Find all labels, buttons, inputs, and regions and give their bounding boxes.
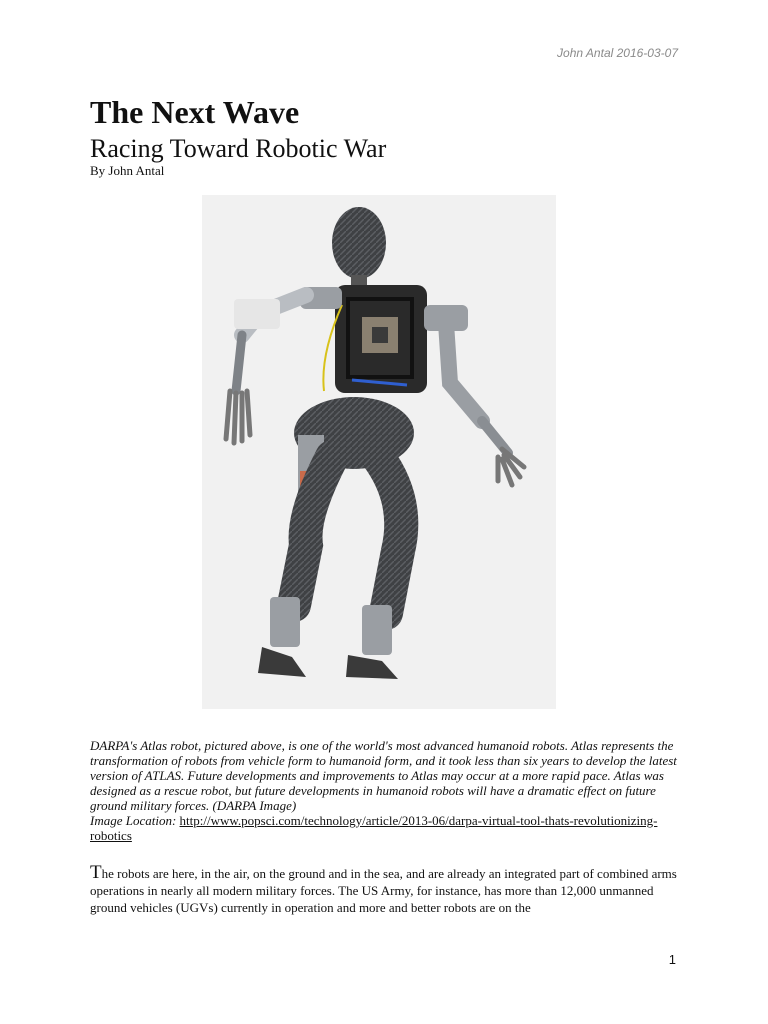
image-location-label: Image Location: [90, 813, 177, 828]
article-title: The Next Wave [90, 94, 300, 130]
caption-text: DARPA's Atlas robot, pictured above, is one of the world's most advanced humanoid robots. Atlas represents the transformation of robots from vehicle form to humanoid form, and it took less than six years to develop the latest version of ATLAS. Future developments and improvements to Atlas may occur at a more rapid pace. Atlas was designed as a rescue robot, but future developments in humanoid robots will have a dramatic effect on future ground military forces. (DARPA Image) [90, 738, 677, 813]
body-text: he robots are here, in the air, on the ground and in the sea, and are already an integrated part of combined arms operations in nearly all modern military forces. The US Army, for instance, has more than 12,000 unmanned ground vehicles (UGVs) currently in operation and more and better robots are on the [90, 866, 677, 915]
image-location-link[interactable]: http://www.popsci.com/technology/article/2013-06/darpa-virtual-tool-thats-revolutionizing-robotics [90, 813, 658, 843]
humanoid-robot-image [202, 195, 556, 709]
header-author-date: John Antal 2016-03-07 [557, 46, 678, 60]
dropcap-letter: T [90, 862, 102, 883]
page-number: 1 [668, 952, 676, 967]
figure-caption [90, 738, 690, 843]
body-paragraph [90, 864, 690, 916]
robot-figure [202, 195, 556, 709]
article-subtitle: Racing Toward Robotic War [90, 134, 387, 163]
article-byline: By John Antal [90, 163, 165, 178]
